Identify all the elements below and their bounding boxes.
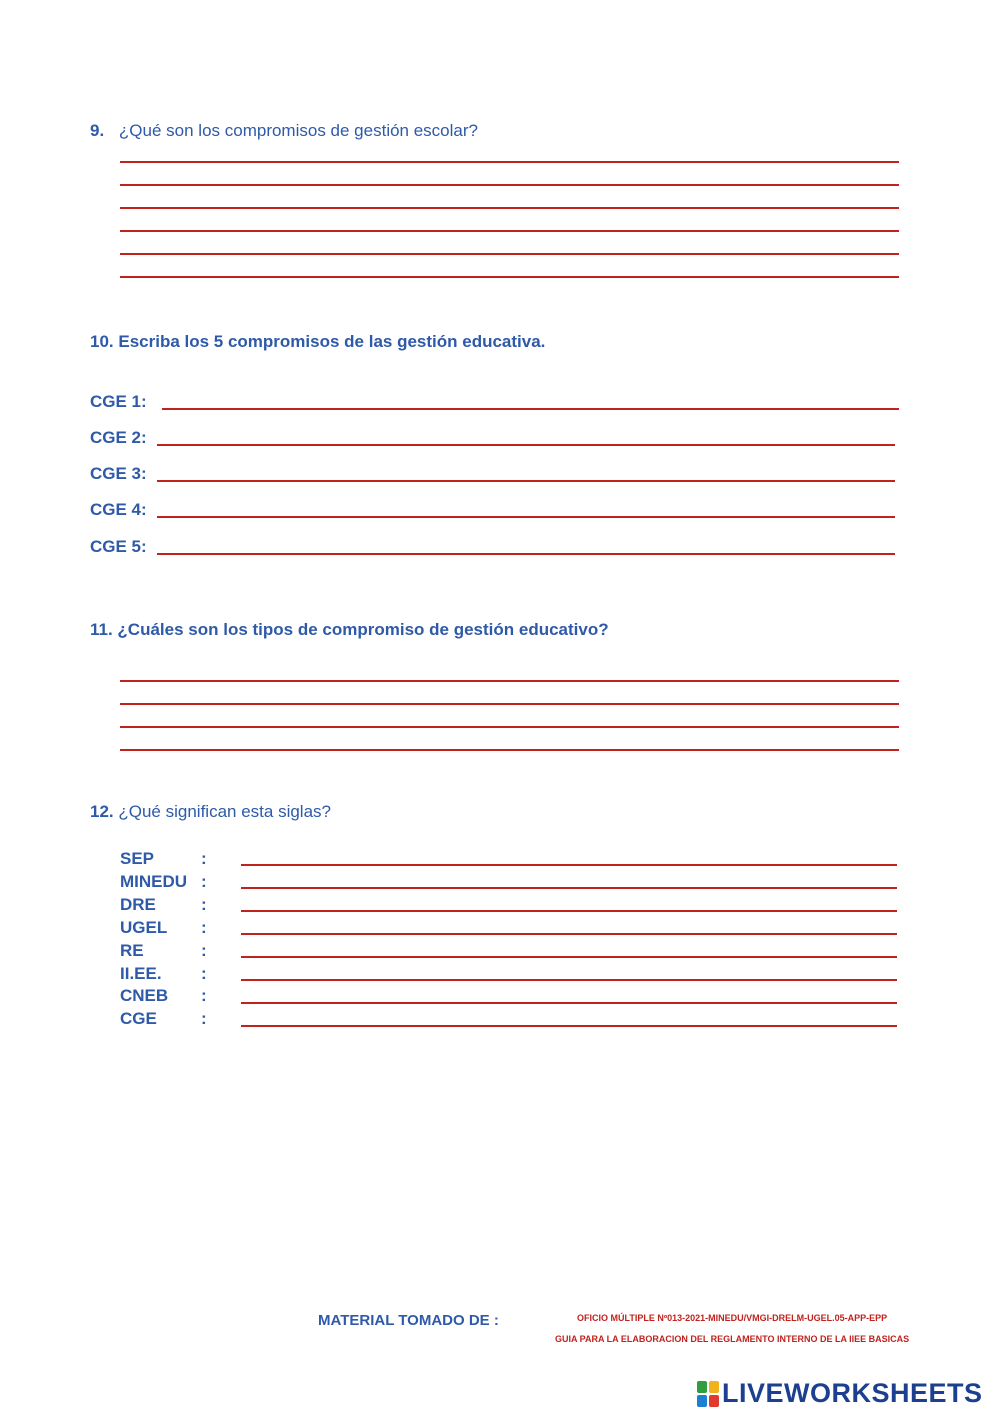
acronym-colon: :	[201, 918, 207, 937]
footer-reference-oficio: OFICIO MÚLTIPLE Nº013-2021-MINEDU/VMGI-DRELM-UGEL.05-APP-EPP	[577, 1313, 888, 1323]
question-12	[90, 802, 331, 822]
acronym-cge: CGE	[120, 1009, 157, 1028]
acronym-line-sep[interactable]	[241, 864, 897, 866]
cge-label-3: CGE 3:	[90, 464, 147, 483]
acronym-ugel: UGEL	[120, 918, 168, 937]
answer-line-11-3[interactable]	[120, 726, 899, 728]
cge-label-4: CGE 4:	[90, 500, 147, 519]
cge-line-1[interactable]	[162, 408, 899, 410]
question-9-text: ¿Qué son los compromisos de gestión escolar?	[118, 121, 478, 140]
cge-line-3[interactable]	[157, 480, 895, 482]
acronym-colon: :	[201, 895, 207, 914]
cge-label-5: CGE 5:	[90, 537, 147, 556]
question-10: 10. Escriba los 5 compromisos de las gestión educativa.	[90, 332, 546, 351]
acronym-line-cneb[interactable]	[241, 1002, 897, 1004]
answer-line-9-1[interactable]	[120, 161, 899, 163]
cge-line-5[interactable]	[157, 553, 895, 555]
question-11: 11. ¿Cuáles son los tipos de compromiso de gestión educativo?	[90, 620, 609, 639]
answer-line-9-3[interactable]	[120, 207, 899, 209]
question-9-number: 9.	[90, 121, 105, 140]
answer-line-11-2[interactable]	[120, 703, 899, 705]
acronym-dre: DRE	[120, 895, 156, 914]
question-12-number: 12.	[90, 802, 114, 821]
acronym-line-ugel[interactable]	[241, 933, 897, 935]
acronym-cneb: CNEB	[120, 986, 169, 1005]
answer-line-9-6[interactable]	[120, 276, 899, 278]
liveworksheets-logo-icon	[697, 1381, 719, 1407]
acronym-sep: SEP	[120, 849, 155, 868]
cge-line-2[interactable]	[157, 444, 895, 446]
liveworksheets-brand	[697, 1378, 983, 1409]
acronym-re: RE	[120, 941, 144, 960]
acronym-minedu: MINEDU	[120, 872, 188, 891]
acronym-colon: :	[201, 941, 207, 960]
acronym-colon: :	[201, 1009, 207, 1028]
cge-label-1: CGE 1:	[90, 392, 147, 411]
acronym-colon: :	[201, 849, 207, 868]
footer-source-label: MATERIAL TOMADO DE :	[318, 1312, 499, 1329]
question-12-text: ¿Qué significan esta siglas?	[118, 802, 331, 821]
liveworksheets-wordmark: LIVEWORKSHEETS	[722, 1378, 983, 1408]
acronym-colon: :	[201, 964, 207, 983]
footer-reference-guia: GUIA PARA LA ELABORACION DEL REGLAMENTO INTERNO DE LA IIEE BASICAS	[555, 1334, 910, 1344]
question-9	[90, 121, 478, 141]
acronym-line-dre[interactable]	[241, 910, 897, 912]
acronym-colon: :	[201, 986, 207, 1005]
cge-label-2: CGE 2:	[90, 428, 147, 447]
cge-line-4[interactable]	[157, 516, 895, 518]
answer-line-9-5[interactable]	[120, 253, 899, 255]
answer-line-9-2[interactable]	[120, 184, 899, 186]
answer-line-11-1[interactable]	[120, 680, 899, 682]
acronym-line-iiee[interactable]	[241, 979, 897, 981]
acronym-line-re[interactable]	[241, 956, 897, 958]
answer-line-11-4[interactable]	[120, 749, 899, 751]
acronym-iiee: II.EE.	[120, 964, 162, 983]
acronym-line-cge[interactable]	[241, 1025, 897, 1027]
acronym-colon: :	[201, 872, 207, 891]
answer-line-9-4[interactable]	[120, 230, 899, 232]
acronym-line-minedu[interactable]	[241, 887, 897, 889]
